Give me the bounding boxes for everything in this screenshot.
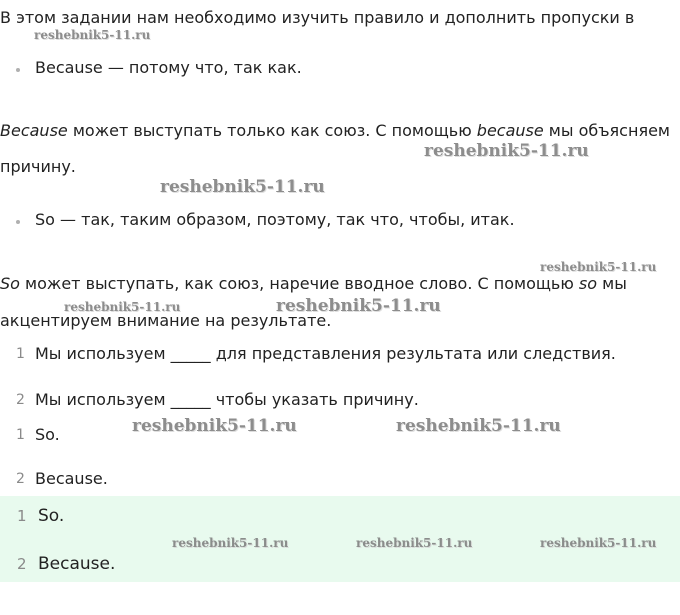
bullet-dot [16,68,20,72]
answer-item: Because. [38,554,116,574]
so-paragraph-line2: акцентируем внимание на результате. [0,311,332,330]
watermark: reshebnik5-11.ru [396,416,561,436]
so-paragraph-line1: So может выступать, как союз, наречие вводное слово. С помощью so мы [0,274,627,293]
watermark: reshebnik5-11.ru [64,300,181,314]
intro-text: В этом задании нам необходимо изучить правило и дополнить пропуски в [0,8,635,27]
answer-number: 2 [16,471,25,487]
task-item: Мы используем _____ чтобы указать причину. [35,390,419,409]
answer-number: 2 [17,555,27,573]
so-italic: So [0,274,20,293]
task-number: 1 [16,346,25,362]
answer-number: 1 [16,427,25,443]
because-paragraph-line2: причину. [0,157,76,176]
because-paragraph-line1: Because может выступать только как союз. С помощью because мы объясняем [0,121,670,140]
task-item: Мы используем _____ для представления результата или следствия. [35,344,616,363]
watermark: reshebnik5-11.ru [172,536,289,550]
watermark: reshebnik5-11.ru [160,177,325,197]
watermark: reshebnik5-11.ru [424,141,589,161]
cut-off-line-fragment [110,44,260,47]
answer-item: So. [35,425,60,444]
because-italic: Because [0,121,68,140]
watermark: reshebnik5-11.ru [540,260,657,274]
because-italic-2: because [476,121,544,140]
answer-number: 1 [17,507,27,525]
watermark: reshebnik5-11.ru [356,536,473,550]
rule-so: So — так, таким образом, поэтому, так что, чтобы, итак. [35,210,515,229]
watermark: reshebnik5-11.ru [132,416,297,436]
watermark: reshebnik5-11.ru [276,296,441,316]
bullet-dot [16,220,20,224]
so-italic-2: so [578,274,598,293]
answer-item: Because. [35,469,108,488]
watermark: reshebnik5-11.ru [540,536,657,550]
answer-item: So. [38,506,65,526]
watermark: reshebnik5-11.ru [34,28,151,42]
task-number: 2 [16,392,25,408]
rule-because: Because — потому что, так как. [35,58,302,77]
